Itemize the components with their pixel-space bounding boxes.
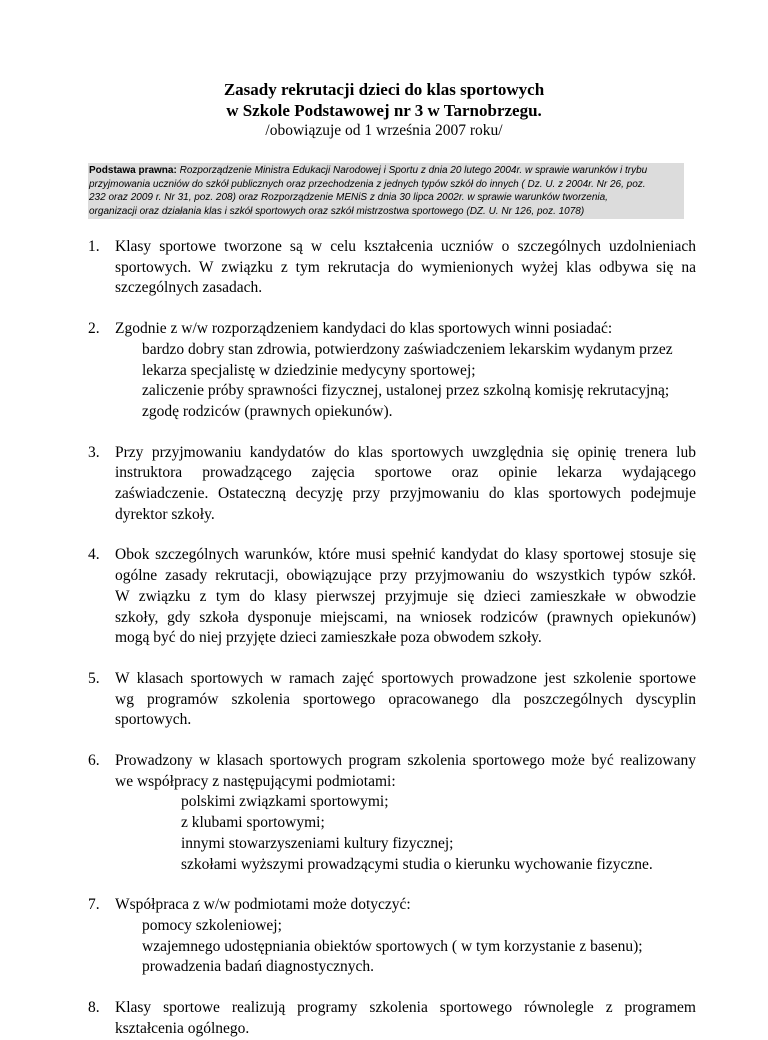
rule-text-line: sportowych. W związku z tym rekrutacja do wymienionych wyżej klas odbywa się na xyxy=(115,258,696,276)
rule-text-line: ogólne zasady rekrutacji, obowiązujące przy przyjmowaniu do wszystkich typów szkół. xyxy=(115,567,696,585)
rule-subpoint: polskimi związkami sportowymi; xyxy=(181,793,389,811)
rule-subpoint: bardzo dobry stan zdrowia, potwierdzony zaświadczeniem lekarskim wydanym przez xyxy=(142,340,673,358)
rule-text-line: Obok szczególnych warunków, które musi spełnić kandydat do klasy sportowej stosuje się xyxy=(115,546,696,564)
rule-text-line: szczególnych zasadach. xyxy=(115,279,263,297)
rule-text-line: W związku z tym do klasy pierwszej przyjmuje się dzieci zamieszkałe w obwodzie xyxy=(115,587,696,605)
legal-basis-label: Podstawa prawna: xyxy=(89,165,177,176)
rule-text-line: Prowadzony w klasach sportowych program szkolenia sportowego może być realizowany xyxy=(115,752,696,770)
rule-subpoint: zaliczenie próby sprawności fizycznej, ustalonej przez szkolną komisję rekrutacyjną; xyxy=(142,382,670,400)
rule-text-line: wg programów szkolenia sportowego opracowanego dla poszczególnych dyscyplin xyxy=(115,690,696,708)
rule-text-line: Współpraca z w/w podmiotami może dotyczyć: xyxy=(115,896,411,914)
rule-item xyxy=(88,545,696,649)
document-subtitle: /obowiązuje od 1 września 2007 roku/ xyxy=(265,122,503,139)
rule-subpoint: pomocy szkoleniowej; xyxy=(142,916,282,934)
rule-item xyxy=(88,895,696,978)
rule-text-line: zaświadczenie. Ostateczną decyzję przy przyjmowaniu do klas sportowych podejmuje xyxy=(115,485,696,503)
rule-item xyxy=(88,237,696,299)
rule-text-line: dyrektor szkoły. xyxy=(115,505,215,523)
rule-text-line: Klasy sportowe tworzone są w celu kształcenia uczniów o szczególnych uzdolnieniach xyxy=(115,238,696,255)
legal-basis-line: przyjmowania uczniów do szkół publicznych oraz przechodzenia z jednych typów szkół do innych ( Dz. U. z 2004r. Nr 26, poz. xyxy=(89,178,646,190)
rule-number: 5. xyxy=(88,669,100,687)
document-title-line-2: w Szkole Podstawowej nr 3 w Tarnobrzegu. xyxy=(226,101,542,120)
rule-number: 6. xyxy=(88,752,100,770)
rule-item xyxy=(88,443,696,526)
rule-text-line: kształcenia ogólnego. xyxy=(115,1019,250,1037)
rule-subpoint: innymi stowarzyszeniami kultury fizycznej; xyxy=(181,834,454,852)
rule-text-line: sportowych. xyxy=(115,711,192,729)
rule-number: 3. xyxy=(88,443,100,461)
rule-subpoint: zgodę rodziców (prawnych opiekunów). xyxy=(142,402,393,420)
rule-item xyxy=(88,998,696,1039)
rule-number: 8. xyxy=(88,999,100,1017)
rule-text-line: W klasach sportowych w ramach zajęć sportowych prowadzone jest szkolenie sportowe xyxy=(115,669,696,687)
rule-number: 2. xyxy=(88,320,100,338)
rule-number: 7. xyxy=(88,896,100,914)
legal-basis-line: Podstawa prawna: Rozporządzenie Ministra Edukacji Narodowej i Sportu z dnia 20 lutego 2004r. w sprawie warunków i trybu xyxy=(89,165,648,176)
rule-number: 1. xyxy=(88,238,100,255)
rule-item xyxy=(88,669,696,731)
legal-basis-line: 232 oraz 2009 r. Nr 31, poz. 208) oraz Rozporządzenie MENiS z dnia 30 lipca 2002r. w sprawie warunków tworzenia, xyxy=(89,192,608,203)
document-title-line-1: Zasady rekrutacji dzieci do klas sportowych xyxy=(223,80,545,99)
rule-subpoint: lekarza specjalistę w dziedzinie medycyny sportowej; xyxy=(142,361,476,379)
rule-subpoint: wzajemnego udostępniania obiektów sportowych ( w tym korzystanie z basenu); xyxy=(142,937,643,955)
rule-subpoint: z klubami sportowymi; xyxy=(181,814,325,832)
rule-item xyxy=(88,319,696,423)
rule-item xyxy=(88,751,696,875)
rule-subpoint: szkołami wyższymi prowadzącymi studia o kierunku wychowanie fizyczne. xyxy=(181,855,653,873)
rule-text-line: we współpracy z następującymi podmiotami: xyxy=(115,772,396,790)
rule-text-line: mogą być do niej przyjęte dzieci zamieszkałe poza obwodem szkoły. xyxy=(115,629,542,647)
legal-basis-line: organizacji oraz działania klas i szkół sportowych oraz szkół mistrzostwa sportowego (DZ. U. Nr 126, poz. 1078) xyxy=(89,205,585,217)
rules-list xyxy=(88,237,696,1040)
rule-subpoint: prowadzenia badań diagnostycznych. xyxy=(142,958,374,976)
legal-basis-box xyxy=(88,163,684,219)
rule-text-line: Przy przyjmowaniu kandydatów do klas sportowych uwzględnia się opinię trenera lub xyxy=(115,443,696,461)
rule-number: 4. xyxy=(88,546,100,564)
rule-text-line: Zgodnie z w/w rozporządzeniem kandydaci do klas sportowych winni posiadać: xyxy=(115,320,613,338)
rule-text-line: szkoły, gdy szkoła dysponuje miejscami, na wniosek rodziców (prawnych opiekunów) xyxy=(115,608,696,626)
rule-text-line: Klasy sportowe realizują programy szkolenia sportowego równolegle z programem xyxy=(115,999,696,1017)
rule-text-line: instruktora prowadzącego zajęcia sportowe oraz opinie lekarza wydającego xyxy=(115,464,696,482)
